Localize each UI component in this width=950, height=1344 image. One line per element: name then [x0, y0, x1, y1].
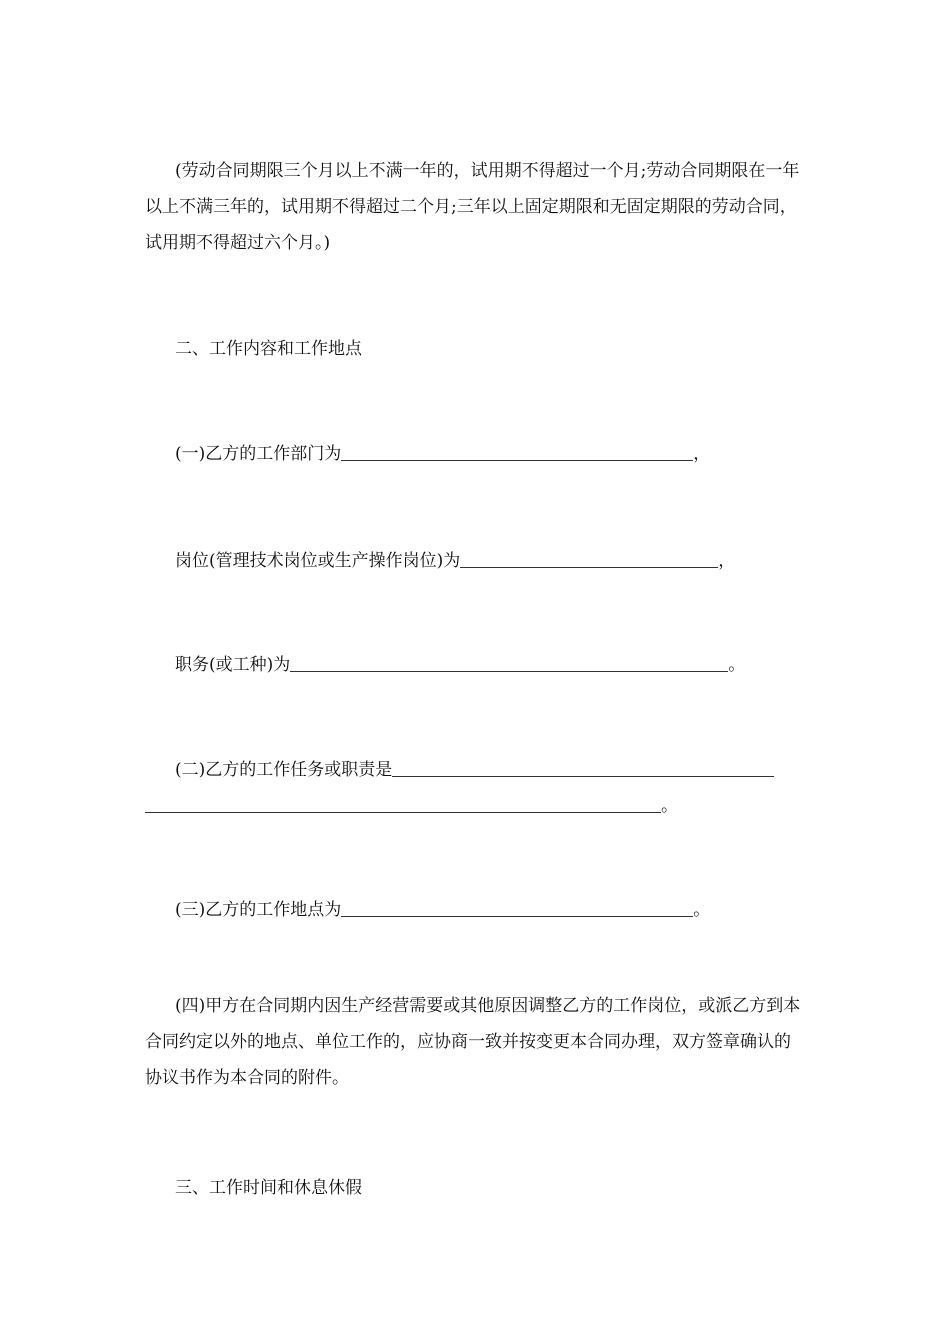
post-line: [175, 543, 735, 579]
work-department-blank[interactable]: [341, 440, 693, 461]
post-blank[interactable]: [460, 547, 718, 568]
post-label: 岗位(管理技术岗位或生产操作岗位)为: [175, 551, 461, 571]
work-location-blank[interactable]: [341, 896, 693, 917]
duties-line: [175, 752, 774, 788]
job-title-line: [175, 647, 745, 683]
work-department-label: (一)乙方的工作部门为: [175, 444, 342, 464]
duties-blank-2[interactable]: [145, 792, 661, 813]
work-location-label: (三)乙方的工作地点为: [175, 900, 342, 920]
work-department-line: [175, 436, 710, 472]
job-title-label: 职务(或工种)为: [175, 655, 291, 675]
job-title-end: 。: [728, 655, 746, 675]
work-department-end: ，: [693, 444, 711, 464]
duties-label: (二)乙方的工作任务或职责是: [175, 760, 393, 780]
adjustment-clause: (四)甲方在合同期内因生产经营需要或其他原因调整乙方的工作岗位，或派乙方到本合同约定以外的地点、单位工作的，应协商一致并按变更本合同办理，双方签章确认的协议书作为本合同的附件。: [145, 996, 801, 1088]
work-location-line: [175, 892, 710, 928]
work-location-end: 。: [693, 900, 711, 920]
job-title-blank[interactable]: [290, 651, 728, 672]
section-3-heading: 三、工作时间和休息休假: [175, 1178, 362, 1198]
duties-end: 。: [661, 796, 678, 816]
duties-blank-1[interactable]: [392, 756, 774, 777]
duties-line-2: [145, 788, 678, 824]
post-end: ，: [718, 551, 736, 571]
probation-note: (劳动合同期限三个月以上不满一年的，试用期不得超过一个月;劳动合同期限在一年以上不满三年的，试用期不得超过二个月;三年以上固定期限和无固定期限的劳动合同，试用期不得超过六个月。): [145, 161, 800, 253]
section-2-heading: 二、工作内容和工作地点: [175, 339, 362, 359]
